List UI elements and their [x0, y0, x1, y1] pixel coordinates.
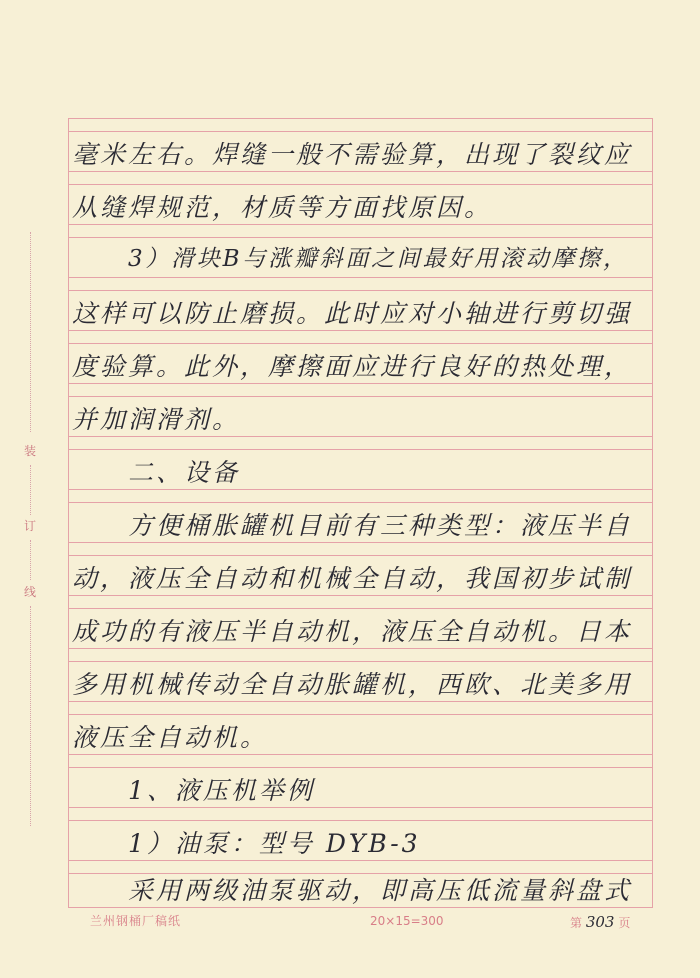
grid-rule [68, 343, 653, 344]
grid-rule [68, 118, 653, 119]
grid-spec: 20×15=300 [370, 914, 444, 928]
grid-rule [68, 595, 653, 596]
page-number-block [570, 915, 630, 930]
grid-rule [68, 542, 653, 543]
grid-rule [68, 555, 653, 556]
grid-rule [68, 131, 653, 132]
binding-label-xian: 线 [24, 585, 37, 599]
handwritten-line: 方便桶胀罐机目前有三种类型：液压半自 [128, 511, 633, 540]
binding-dotted-line [30, 232, 32, 432]
handwritten-line: 液压全自动机。 [72, 723, 269, 752]
page-number: 303 [585, 913, 615, 931]
handwritten-line: 毫米左右。焊缝一般不需验算，出现了裂纹应 [72, 140, 633, 169]
binding-dotted-line [30, 540, 32, 580]
page-suffix: 页 [618, 916, 631, 930]
grid-rule [68, 171, 653, 172]
binding-dotted-line [30, 465, 32, 515]
grid-rule [68, 608, 653, 609]
handwritten-line: 动，液压全自动和机械全自动，我国初步试制 [72, 564, 633, 593]
grid-rule [68, 502, 653, 503]
grid-rule [68, 701, 653, 702]
grid-rule [68, 184, 653, 185]
grid-rule [68, 277, 653, 278]
handwritten-line: 并加润滑剂。 [72, 405, 241, 434]
paper-publisher: 兰州钢桶厂稿纸 [90, 914, 182, 928]
grid-rule [68, 489, 653, 490]
page-prefix: 第 [570, 916, 583, 930]
grid-rule [68, 767, 653, 768]
subsection-heading: 1、液压机举例 [128, 776, 315, 805]
grid-rule [68, 648, 653, 649]
section-heading: 二、设备 [128, 458, 241, 487]
grid-rule [68, 873, 653, 874]
binding-dotted-line [30, 606, 32, 826]
grid-rule [68, 449, 653, 450]
handwritten-line: 3）滑块B与涨瓣斜面之间最好用滚动摩擦， [128, 246, 629, 272]
handwritten-line: 多用机械传动全自动胀罐机，西欧、北美多用 [72, 670, 633, 699]
handwritten-line: 从缝焊规范，材质等方面找原因。 [72, 193, 493, 222]
grid-rule [68, 436, 653, 437]
grid-rule [68, 661, 653, 662]
handwritten-line: 1）油泵：型号 DYB-3 [128, 829, 421, 858]
binding-label-zhuang: 装 [24, 444, 37, 458]
binding-label-ding: 订 [24, 519, 37, 533]
grid-rule [68, 820, 653, 821]
grid-rule [68, 237, 653, 238]
handwritten-line: 度验算。此外，摩擦面应进行良好的热处理， [72, 352, 633, 381]
grid-rule [68, 807, 653, 808]
handwritten-line: 采用两级油泵驱动，即高压低流量斜盘式 [128, 876, 633, 905]
handwritten-line: 成功的有液压半自动机，液压全自动机。日本 [72, 617, 633, 646]
grid-rule [68, 860, 653, 861]
grid-rule [68, 290, 653, 291]
grid-rule [68, 330, 653, 331]
grid-rule [68, 714, 653, 715]
handwritten-line: 这样可以防止磨损。此时应对小轴进行剪切强 [72, 299, 633, 328]
grid-rule [68, 396, 653, 397]
grid-rule [68, 754, 653, 755]
grid-rule [68, 383, 653, 384]
grid-rule [68, 224, 653, 225]
grid-rule [68, 907, 653, 908]
